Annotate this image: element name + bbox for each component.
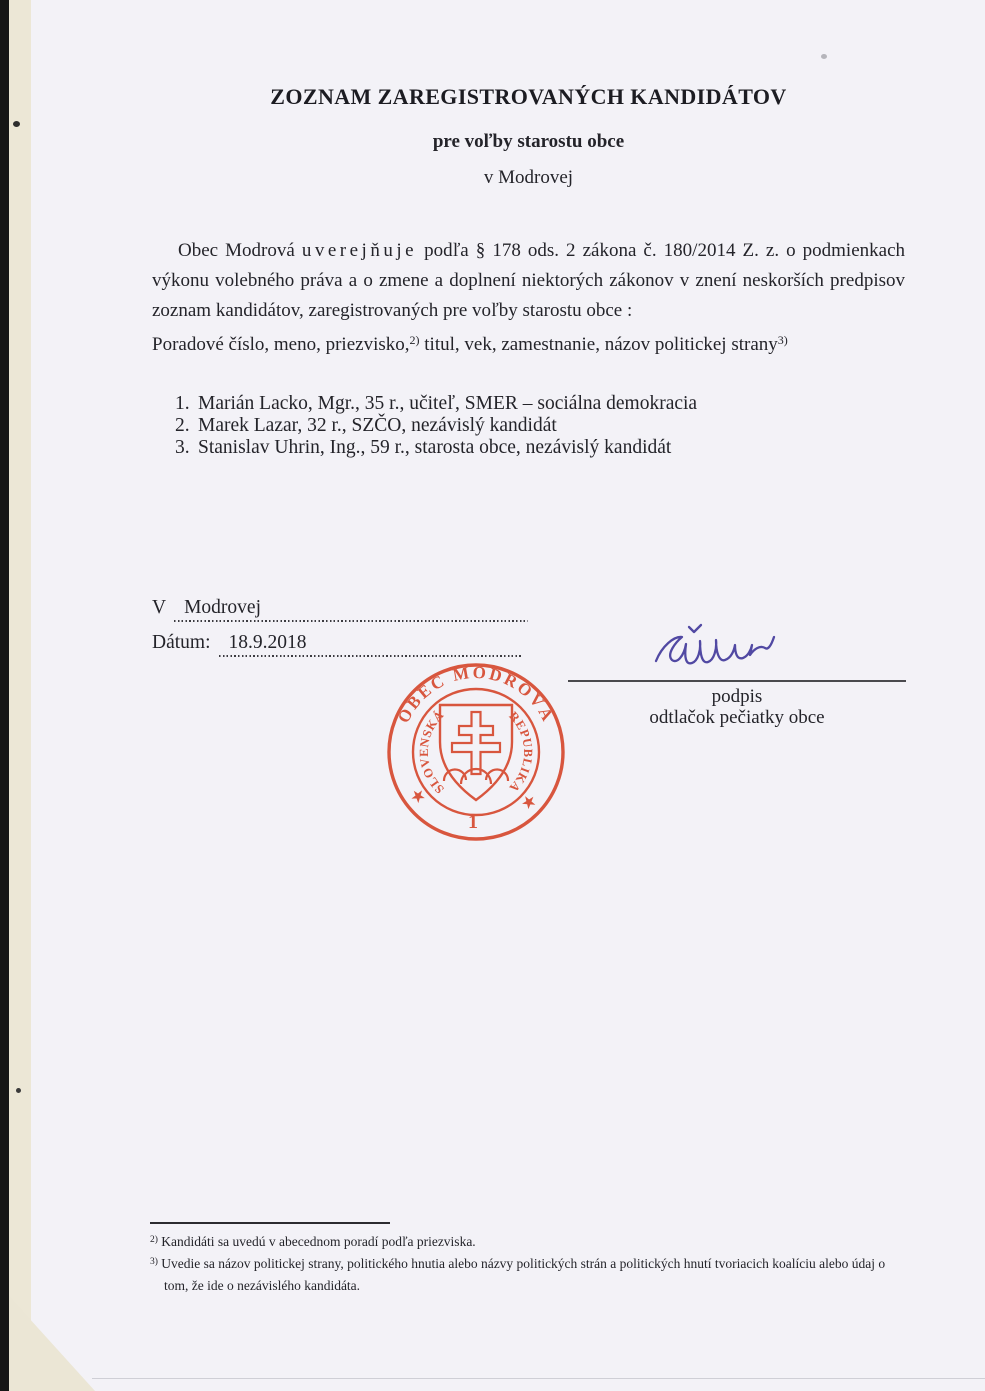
- intro-paragraph: [152, 236, 905, 326]
- signature-main-stroke: [656, 637, 774, 663]
- date-value: 18.9.2018: [219, 632, 523, 657]
- footnote-2-text: Kandidáti sa uvedú v abecednom poradí podľa priezviska.: [161, 1234, 476, 1249]
- note-part1: Poradové číslo, meno, priezvisko,: [152, 334, 410, 355]
- scan-speck: [16, 1088, 21, 1093]
- footnote-3-text: Uvedie sa názov politickej strany, politického hnutia alebo názvy politických strán a politických hnutí tvoriacich koalíciu alebo údaj o tom, že ide o nezávislého kandidáta.: [161, 1256, 886, 1293]
- candidate-row: [175, 437, 697, 459]
- paper-edge-cream: [9, 0, 31, 1391]
- candidate-list: [175, 393, 697, 459]
- stamp-caption: odtlačok pečiatky obce: [649, 707, 825, 728]
- handwritten-signature: [652, 623, 782, 675]
- note-part2: titul, vek, zamestnanie, názov politickej strany: [424, 334, 778, 355]
- candidate-row: [175, 415, 697, 437]
- paper-bottom-edge: [92, 1378, 985, 1379]
- candidate-text: Marián Lacko, Mgr., 35 r., učiteľ, SMER – sociálna demokracia: [198, 393, 698, 414]
- intro-part1: Obec Modrová: [178, 240, 295, 261]
- footnotes: [150, 1231, 912, 1297]
- scan-speck: [13, 121, 20, 127]
- stamp-left-text: SLOVENSKÁ: [416, 707, 447, 797]
- document-location-line: v Modrovej: [483, 167, 574, 188]
- stamp-bottom-number: 1: [468, 811, 478, 833]
- intro-spaced-word: uverejňuje: [301, 240, 418, 261]
- footnote-2: [150, 1231, 912, 1253]
- place-label: V: [152, 597, 167, 618]
- candidate-text: Stanislav Uhrin, Ing., 59 r., starosta obce, nezávislý kandidát: [198, 437, 672, 458]
- footnote-ref-2: 2): [409, 333, 420, 347]
- candidate-text: Marek Lazar, 32 r., SZČO, nezávislý kandidát: [198, 415, 557, 436]
- scan-speck: [821, 54, 827, 59]
- stamp-inner-ring: [413, 689, 539, 815]
- paper-corner-wedge: [9, 1296, 95, 1391]
- intro-part2: podľa § 178 ods. 2 zákona č. 180/2014 Z. z. o podmienkach výkonu volebného práva a o zmene a doplnení niektorých zákonov v znení neskorších predpisov zoznam kandidátov, zaregistrovaných pre voľby starostu obce :: [152, 240, 906, 321]
- candidate-number: 3.: [175, 437, 190, 458]
- candidate-row: [175, 393, 697, 415]
- stamp-star-right: ★: [518, 792, 539, 814]
- place-value: Modrovej: [174, 597, 528, 622]
- stamp-right-text: REPUBLIKA: [506, 708, 536, 796]
- signature-caron-stroke: [689, 625, 701, 632]
- date-label: Dátum:: [152, 632, 211, 653]
- slovak-coat-of-arms: [440, 705, 512, 800]
- stamp-top-text: OBEC MODROVÁ: [393, 662, 559, 727]
- candidate-number: 2.: [175, 415, 190, 436]
- candidate-format-note: [152, 334, 952, 356]
- place-field: [152, 597, 528, 622]
- footnote-ref-3: 3): [777, 333, 788, 347]
- three-hills: [444, 769, 508, 784]
- signature-line: [568, 680, 906, 682]
- footnote-3-marker: 3): [150, 1257, 158, 1267]
- footnote-3: [150, 1253, 912, 1297]
- official-stamp: [376, 652, 576, 852]
- candidate-number: 1.: [175, 393, 190, 414]
- document-title: ZOZNAM ZAREGISTROVANÝCH KANDIDÁTOV: [270, 84, 787, 109]
- shield-outline: [440, 705, 512, 800]
- double-cross: [452, 712, 500, 774]
- stamp-star-left: ★: [408, 786, 429, 808]
- signature-caption: podpis: [711, 686, 763, 707]
- footnote-rule: [150, 1222, 390, 1224]
- scanner-edge-black: [0, 0, 9, 1391]
- document-subtitle: pre voľby starostu obce: [432, 131, 625, 152]
- footnote-2-marker: 2): [150, 1235, 158, 1245]
